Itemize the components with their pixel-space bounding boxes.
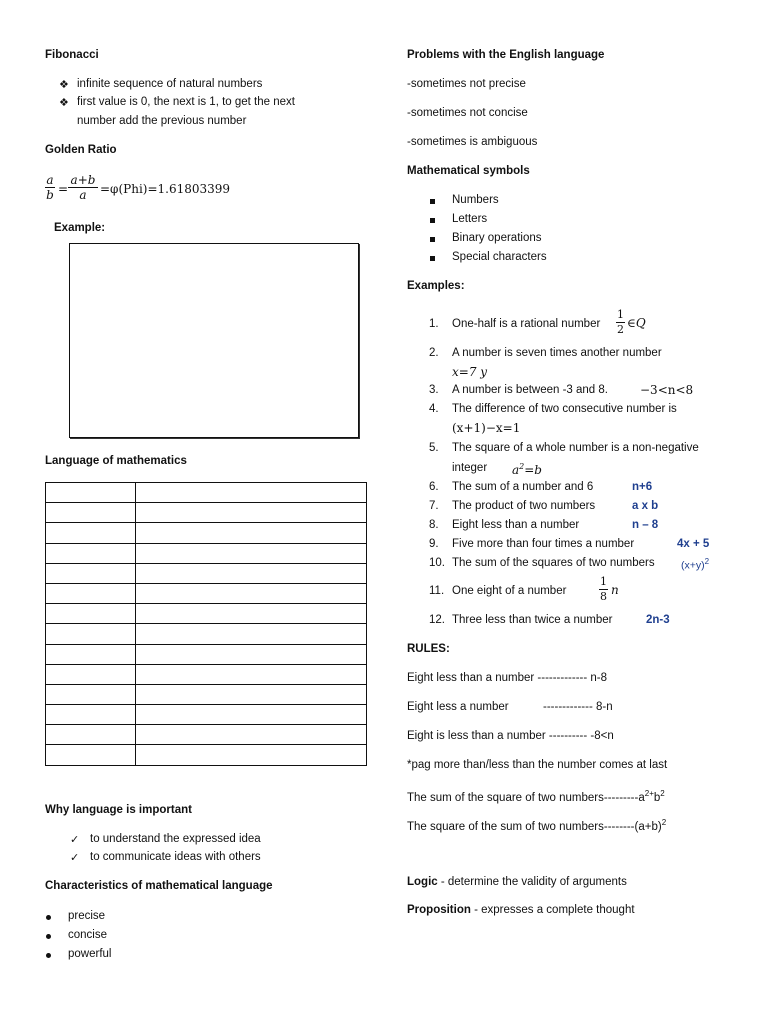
rules-heading: RULES: <box>407 643 450 655</box>
diamond-bullet-icon: ❖ <box>59 79 69 91</box>
rule-5: The sum of the square of two numbers-$--------a^{2+}b^2$ <box>407 789 665 804</box>
table-cell <box>46 664 136 684</box>
characteristic-2: concise <box>68 929 107 941</box>
square-bullet-icon <box>430 237 435 242</box>
table-row <box>46 543 367 563</box>
example-5-text-cont: integer <box>452 462 488 474</box>
symbol-item-1: Numbers <box>452 194 499 206</box>
why-item-2: to communicate ideas with others <box>90 851 261 863</box>
rule-2: Eight less a number <box>407 701 509 713</box>
math-symbols-heading: Mathematical symbols <box>407 165 530 177</box>
table-row <box>46 483 367 503</box>
rule-1: Eight less than a number ------------- n-8 <box>407 672 608 684</box>
example-10-text: The sum of the squares of two numbers <box>452 557 655 569</box>
checkmark-icon: ✓ <box>70 834 80 846</box>
example-5-text: The square of a whole number is a non-negative <box>452 442 699 454</box>
characteristic-3: powerful <box>68 948 112 960</box>
language-table <box>45 482 367 766</box>
rule-6: The square of the sum of two numbers-$-------(a+b)^2$ <box>407 818 667 833</box>
table-cell <box>46 725 136 745</box>
example-number: 11. <box>429 585 445 597</box>
fibonacci-bullet-1: infinite sequence of natural numbers <box>77 78 263 90</box>
why-language-heading: Why language is important <box>45 804 192 816</box>
table-cell <box>136 523 367 543</box>
table-cell <box>46 745 136 765</box>
table-cell <box>46 543 136 563</box>
table-row <box>46 745 367 765</box>
checkmark-icon: ✓ <box>70 852 80 864</box>
table-row <box>46 583 367 603</box>
square-bullet-icon <box>430 218 435 223</box>
example-number: 6. <box>429 481 439 493</box>
example-9-text: Five more than four times a number <box>452 538 635 550</box>
table-cell <box>46 523 136 543</box>
example-2-math: x=7 y <box>452 365 488 379</box>
example-10-answer: $(x+y)^2$ <box>681 557 710 572</box>
characteristic-1: precise <box>68 910 106 922</box>
logic-definition: Logic - determine the validity of arguments <box>407 876 627 888</box>
example-number: 2. <box>429 347 439 359</box>
example-6-answer: n+6 <box>632 481 653 493</box>
problem-line-2: -sometimes not concise <box>407 107 528 119</box>
golden-ratio-heading: Golden Ratio <box>45 144 117 156</box>
table-cell <box>46 583 136 603</box>
example-5-math: $a^2=b$ <box>512 462 542 477</box>
example-number: 5. <box>429 442 439 454</box>
table-cell <box>136 664 367 684</box>
example-number: 3. <box>429 384 439 396</box>
problem-line-3: -sometimes is ambiguous <box>407 136 538 148</box>
table-row <box>46 705 367 725</box>
symbol-item-3: Binary operations <box>452 232 542 244</box>
rule-3: Eight is less than a number ---------- -8<n <box>407 730 614 742</box>
example-number: 12. <box>429 614 445 626</box>
example-4-math: (x+1)−x=1 <box>452 421 521 435</box>
table-row <box>46 684 367 704</box>
table-cell <box>136 644 367 664</box>
fibonacci-heading: Fibonacci <box>45 49 99 61</box>
example-8-answer: n – 8 <box>632 519 659 531</box>
table-row <box>46 725 367 745</box>
table-cell <box>136 503 367 523</box>
problems-heading: Problems with the English language <box>407 49 605 61</box>
example-number: 9. <box>429 538 439 550</box>
example-2-text: A number is seven times another number <box>452 347 662 359</box>
rule-note: *pag more than/less than the number comes at last <box>407 759 668 771</box>
table-cell <box>46 684 136 704</box>
table-cell <box>46 503 136 523</box>
example-image-box <box>69 243 359 438</box>
example-number: 8. <box>429 519 439 531</box>
characteristics-heading: Characteristics of mathematical language <box>45 880 273 892</box>
example-3-text: A number is between -3 and 8. <box>452 384 608 396</box>
example-8-text: Eight less than a number <box>452 519 580 531</box>
why-item-1: to understand the expressed idea <box>90 833 261 845</box>
symbol-item-4: Special characters <box>452 251 547 263</box>
example-7-text: The product of two numbers <box>452 500 596 512</box>
table-cell <box>46 604 136 624</box>
table-cell <box>46 644 136 664</box>
bullet-dot-icon <box>46 953 51 958</box>
table-cell <box>46 705 136 725</box>
table-cell <box>46 483 136 503</box>
diamond-bullet-icon: ❖ <box>59 97 69 109</box>
fraction-a-over-b: a b <box>46 173 54 202</box>
example-12-text: Three less than twice a number <box>452 614 613 626</box>
example-1-math: ∈Q <box>627 316 646 330</box>
example-label: Example: <box>54 222 106 234</box>
problem-line-1: -sometimes not precise <box>407 78 526 90</box>
example-number: 4. <box>429 403 439 415</box>
example-number: 7. <box>429 500 439 512</box>
table-cell <box>136 745 367 765</box>
example-7-answer: a x b <box>632 500 659 512</box>
table-row <box>46 604 367 624</box>
square-bullet-icon <box>430 199 435 204</box>
example-number: 10. <box>429 557 445 569</box>
table-cell <box>136 684 367 704</box>
table-cell <box>46 563 136 583</box>
example-12-answer: 2n-3 <box>646 614 670 626</box>
table-cell <box>136 583 367 603</box>
phi-value: =φ(Phi)=1.61803399 <box>100 182 231 196</box>
table-cell <box>136 563 367 583</box>
bullet-dot-icon <box>46 915 51 920</box>
fraction-a-plus-b-over-a: a+b a <box>68 174 98 201</box>
example-1-text: One-half is a rational number <box>452 318 601 330</box>
examples-heading: Examples: <box>407 280 465 292</box>
fraction-one-half: 1 2 <box>617 308 624 336</box>
example-number: 1. <box>429 318 439 330</box>
bullet-dot-icon <box>46 934 51 939</box>
table-cell <box>136 543 367 563</box>
table-cell <box>136 725 367 745</box>
table-row <box>46 624 367 644</box>
square-bullet-icon <box>430 256 435 261</box>
table-cell <box>46 624 136 644</box>
table-cell <box>136 604 367 624</box>
table-row <box>46 523 367 543</box>
fibonacci-bullet-2: first value is 0, the next is 1, to get the next <box>77 96 295 108</box>
table-row <box>46 644 367 664</box>
fibonacci-bullet-2-cont: number add the previous number <box>77 115 247 127</box>
table-cell <box>136 624 367 644</box>
table-cell <box>136 483 367 503</box>
language-of-math-heading: Language of mathematics <box>45 455 187 467</box>
table-row <box>46 503 367 523</box>
fraction-one-eighth: 1 8 <box>600 575 607 603</box>
proposition-definition: Proposition - expresses a complete thought <box>407 904 635 916</box>
table-row <box>46 563 367 583</box>
example-9-answer: 4x + 5 <box>677 538 710 550</box>
rule-2-result: ------------- 8-n <box>543 701 613 713</box>
example-6-text: The sum of a number and 6 <box>452 481 594 493</box>
symbol-item-2: Letters <box>452 213 488 225</box>
example-3-math: −3<n<8 <box>640 383 694 397</box>
table-cell <box>136 705 367 725</box>
example-11-text: One eight of a number <box>452 585 567 597</box>
example-11-math: n <box>611 583 619 597</box>
table-row <box>46 664 367 684</box>
example-4-text: The difference of two consecutive number is <box>452 403 677 415</box>
